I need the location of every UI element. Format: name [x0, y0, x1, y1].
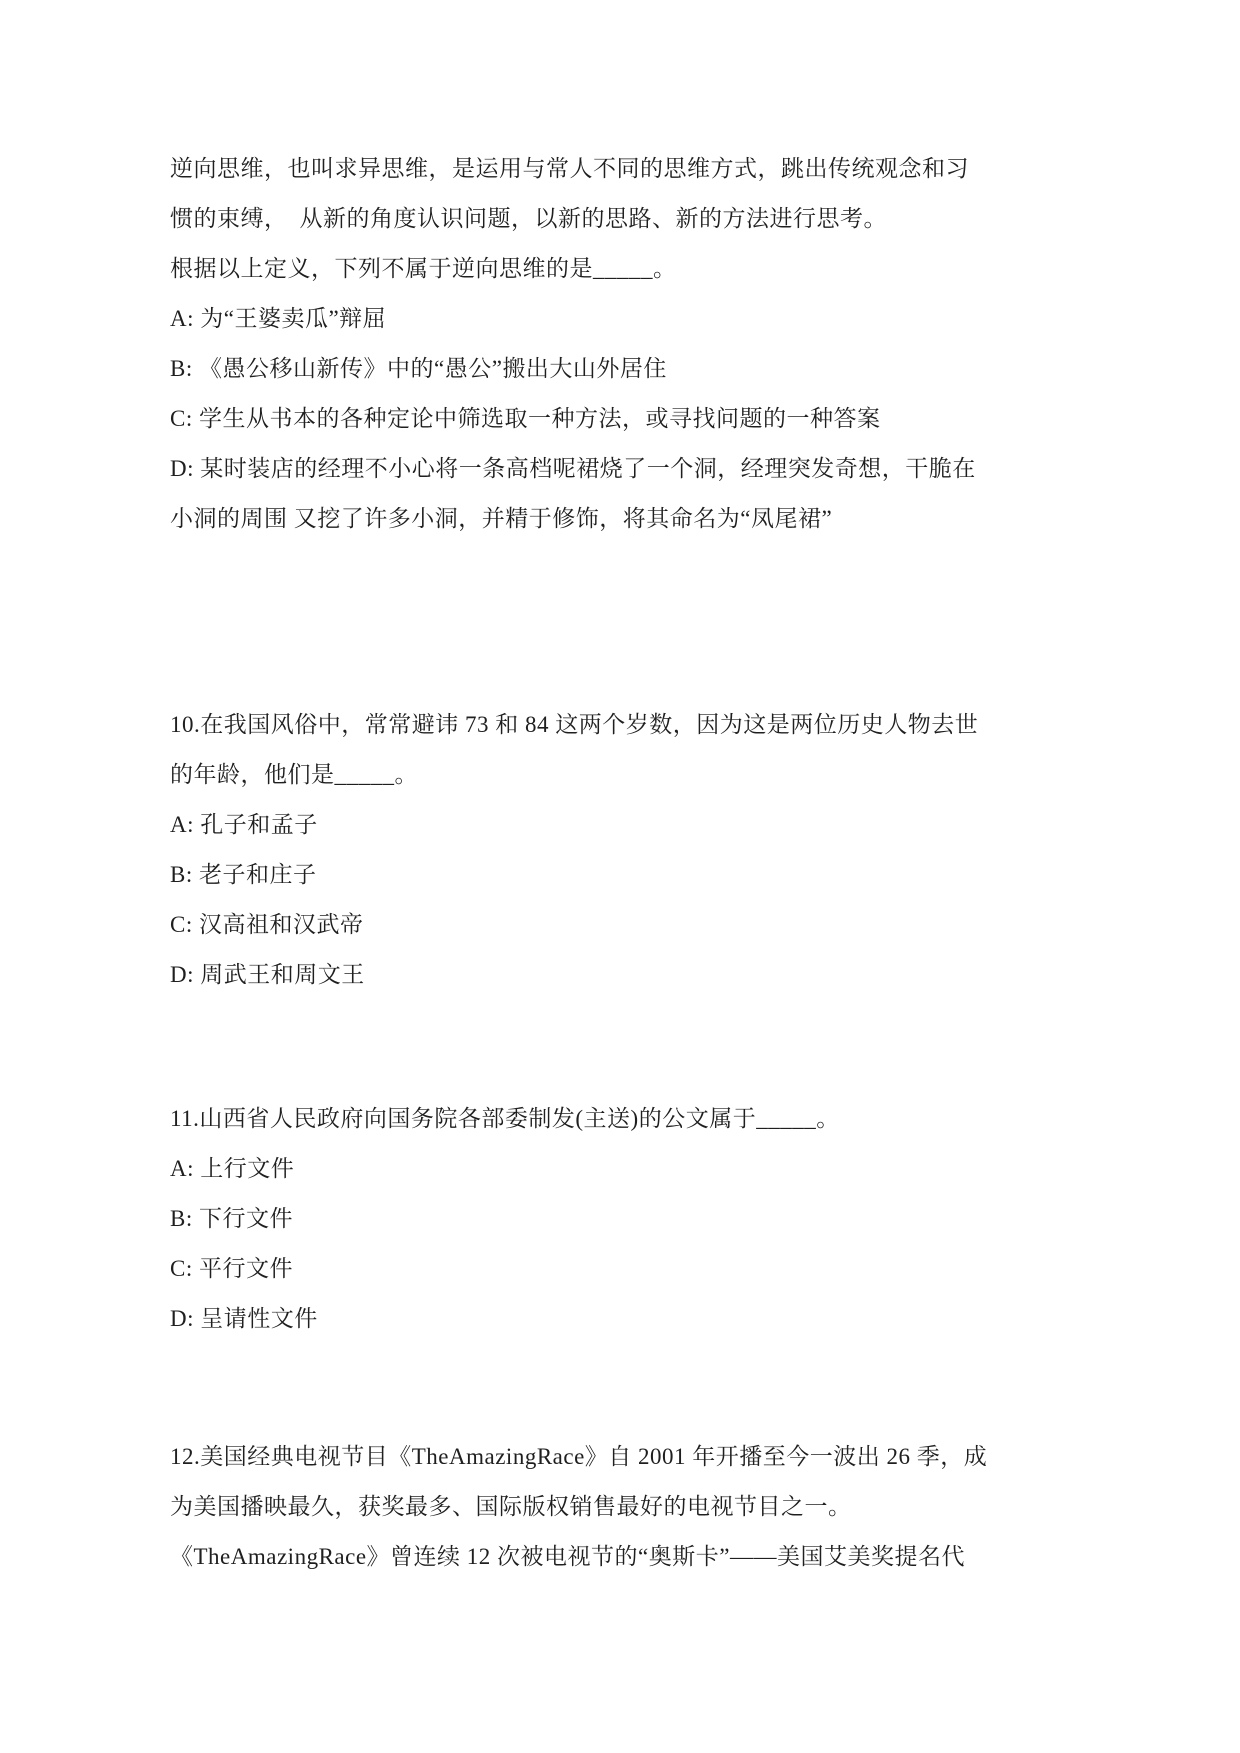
q9-stem-line-1: 逆向思维，也叫求异思维，是运用与常人不同的思维方式，跳出传统观念和习	[170, 156, 969, 181]
q10-stem-line-2: 的年龄，他们是_____。	[170, 762, 418, 787]
q10-stem-line-1: 10.在我国风俗中，常常避讳 73 和 84 这两个岁数，因为这是两位历史人物去世	[170, 712, 979, 737]
q9-stem-line-2: 惯的束缚， 从新的角度认识问题，以新的思路、新的方法进行思考。	[170, 206, 887, 231]
q12-stem-line-1: 12.美国经典电视节目《TheAmazingRace》自 2001 年开播至今一波出 26 季，成	[170, 1444, 988, 1469]
q9-option-d-line-2: 小洞的周围 又挖了许多小洞，并精于修饰，将其命名为“凤尾裙”	[170, 506, 833, 531]
q9-stem-line-3: 根据以上定义，下列不属于逆向思维的是_____。	[170, 256, 677, 281]
q9-option-d-line-1: D: 某时装店的经理不小心将一条高档呢裙烧了一个洞，经理突发奇想，干脆在	[170, 456, 976, 481]
question-11-block	[170, 1094, 1180, 1344]
question-12-block	[170, 1432, 1180, 1582]
q10-option-d: D: 周武王和周文王	[170, 962, 365, 987]
q11-option-a: A: 上行文件	[170, 1156, 295, 1181]
q11-option-b: B: 下行文件	[170, 1206, 293, 1231]
question-10-block	[170, 700, 1180, 1000]
q10-option-b: B: 老子和庄子	[170, 862, 317, 887]
question-9-partial-block	[170, 144, 1180, 544]
q12-stem-line-3: 《TheAmazingRace》曾连续 12 次被电视节的“奥斯卡”——美国艾美奖提名代	[170, 1544, 965, 1569]
q11-stem: 11.山西省人民政府向国务院各部委制发(主送)的公文属于_____。	[170, 1106, 840, 1131]
q11-option-c: C: 平行文件	[170, 1256, 293, 1281]
q9-option-b: B: 《愚公移山新传》中的“愚公”搬出大山外居住	[170, 356, 667, 381]
q11-option-d: D: 呈请性文件	[170, 1306, 318, 1331]
q10-option-c: C: 汉高祖和汉武帝	[170, 912, 364, 937]
q9-option-c: C: 学生从书本的各种定论中筛选取一种方法，或寻找问题的一种答案	[170, 406, 881, 431]
q10-option-a: A: 孔子和孟子	[170, 812, 318, 837]
q12-stem-line-2: 为美国播映最久，获奖最多、国际版权销售最好的电视节目之一。	[170, 1494, 852, 1519]
q9-option-a: A: 为“王婆卖瓜”辩屈	[170, 306, 387, 331]
